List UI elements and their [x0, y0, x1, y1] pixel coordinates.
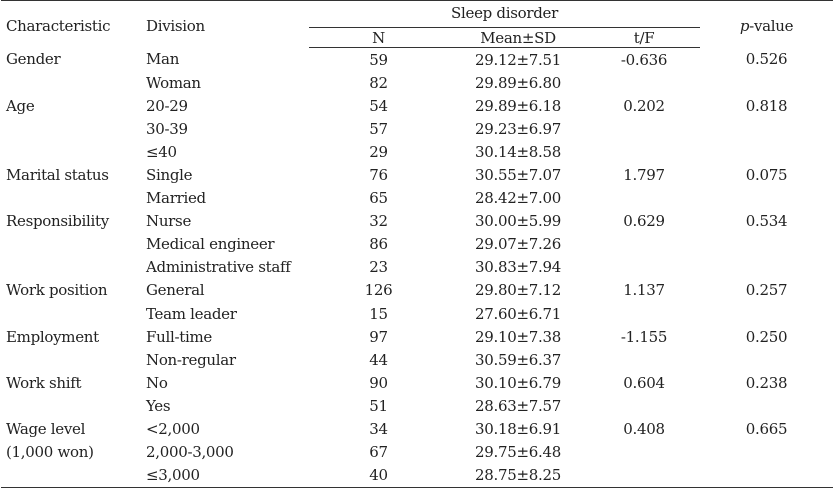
- cell-tf: [588, 233, 700, 256]
- cell-mean-sd: 28.63±7.57: [475, 396, 561, 415]
- cell-tf: 1.797: [623, 166, 665, 185]
- cell-mean-sd: 30.55±7.07: [475, 166, 561, 185]
- cell-p-value: [700, 187, 833, 210]
- cell-p-value: 0.238: [745, 373, 788, 392]
- cell-division: 2,000-3,000: [146, 443, 234, 462]
- cell-characteristic: [1, 117, 146, 140]
- cell-division: No: [146, 373, 168, 392]
- cell-mean-sd: 30.18±6.91: [475, 420, 561, 439]
- cell-characteristic: [1, 140, 146, 163]
- table-row: [1, 418, 833, 441]
- cell-p-value: 0.665: [745, 420, 788, 439]
- cell-p-value: 0.250: [745, 327, 788, 346]
- cell-tf: -1.155: [620, 327, 668, 346]
- cell-mean-sd: 30.14±8.58: [475, 142, 561, 161]
- header-division: Division: [146, 1, 309, 48]
- header-mean-sd: Mean±SD: [448, 28, 588, 48]
- table-header: [1, 1, 833, 48]
- cell-n: 32: [369, 212, 388, 231]
- cell-p-value: [700, 441, 833, 464]
- cell-division: Single: [146, 166, 193, 185]
- table-row: [1, 464, 833, 488]
- cell-division: 30-39: [146, 119, 188, 138]
- cell-mean-sd: 29.10±7.38: [475, 327, 561, 346]
- cell-characteristic: Work shift: [6, 373, 82, 392]
- cell-characteristic: Work position: [6, 281, 108, 300]
- cell-tf: [588, 441, 700, 464]
- table-row: [1, 48, 833, 72]
- cell-division: Non-regular: [146, 350, 236, 369]
- header-p-rest: -value: [749, 16, 794, 35]
- cell-mean-sd: 29.89±6.18: [475, 96, 561, 115]
- cell-mean-sd: 28.75±8.25: [448, 464, 588, 488]
- cell-tf: 0.629: [623, 212, 665, 231]
- cell-n: 76: [369, 166, 388, 185]
- cell-division: Yes: [146, 396, 171, 415]
- cell-tf: [588, 117, 700, 140]
- cell-n: 86: [369, 235, 388, 254]
- cell-p-value: [700, 302, 833, 325]
- header-p-value: [700, 1, 833, 48]
- cell-characteristic: [1, 187, 146, 210]
- cell-p-value: [700, 394, 833, 417]
- cell-characteristic: Wage level: [6, 420, 86, 439]
- header-characteristic: Characteristic: [1, 1, 146, 48]
- cell-division: Team leader: [146, 304, 237, 323]
- header-n: N: [309, 28, 448, 48]
- table-row: [1, 394, 833, 417]
- cell-n: 97: [369, 327, 388, 346]
- table-row: [1, 348, 833, 371]
- cell-division: Man: [146, 50, 180, 69]
- table-row: [1, 256, 833, 279]
- cell-characteristic: [1, 348, 146, 371]
- cell-division: ≤40: [146, 142, 177, 161]
- table-row: [1, 94, 833, 117]
- cell-characteristic: Marital status: [6, 166, 109, 185]
- header-p-italic: p: [739, 16, 750, 35]
- cell-n: 67: [369, 443, 388, 462]
- cell-p-value: 0.534: [745, 212, 788, 231]
- cell-tf: 0.202: [623, 96, 665, 115]
- cell-p-value: [700, 256, 833, 279]
- cell-n: 40: [309, 464, 448, 488]
- table-row: [1, 71, 833, 94]
- cell-characteristic: [1, 71, 146, 94]
- cell-mean-sd: 29.75±6.48: [475, 443, 561, 462]
- cell-characteristic: [1, 394, 146, 417]
- cell-mean-sd: 30.10±6.79: [475, 373, 561, 392]
- cell-n: 15: [369, 304, 388, 323]
- cell-division: ≤3,000: [146, 464, 309, 488]
- table-row: [1, 441, 833, 464]
- cell-division: General: [146, 281, 205, 300]
- cell-p-value: [700, 464, 833, 488]
- table-row: [1, 302, 833, 325]
- cell-characteristic: Age: [6, 96, 35, 115]
- cell-mean-sd: 30.83±7.94: [475, 258, 561, 277]
- cell-characteristic: Gender: [6, 50, 61, 69]
- cell-characteristic: [1, 302, 146, 325]
- cell-tf: [588, 348, 700, 371]
- cell-p-value: 0.818: [745, 96, 788, 115]
- cell-tf: [588, 187, 700, 210]
- cell-p-value: 0.075: [745, 166, 788, 185]
- cell-n: 59: [369, 50, 388, 69]
- table-row: [1, 117, 833, 140]
- cell-tf: [588, 140, 700, 163]
- cell-n: 44: [369, 350, 388, 369]
- cell-n: 51: [369, 396, 388, 415]
- cell-tf: [588, 394, 700, 417]
- cell-n: 57: [369, 119, 388, 138]
- cell-mean-sd: 30.00±5.99: [475, 212, 561, 231]
- table-body: [1, 48, 833, 488]
- cell-mean-sd: 27.60±6.71: [475, 304, 561, 323]
- cell-division: Full-time: [146, 327, 212, 346]
- cell-tf: [588, 256, 700, 279]
- cell-characteristic: [1, 464, 146, 488]
- cell-tf: 1.137: [623, 281, 665, 300]
- cell-tf: [588, 71, 700, 94]
- cell-characteristic: Employment: [6, 327, 99, 346]
- cell-p-value: 0.257: [745, 281, 788, 300]
- table-row: [1, 371, 833, 394]
- cell-mean-sd: 29.12±7.51: [475, 50, 561, 69]
- cell-division: Woman: [146, 73, 201, 92]
- cell-n: 23: [369, 258, 388, 277]
- cell-n: 90: [369, 373, 388, 392]
- table-row: [1, 233, 833, 256]
- cell-division: Administrative staff: [146, 258, 291, 277]
- table-row: [1, 279, 833, 302]
- cell-p-value: [700, 117, 833, 140]
- cell-division: Nurse: [146, 212, 192, 231]
- cell-p-value: [700, 140, 833, 163]
- table-row: [1, 325, 833, 348]
- cell-tf: 0.408: [623, 420, 665, 439]
- cell-p-value: [700, 71, 833, 94]
- cell-p-value: 0.526: [745, 50, 788, 69]
- cell-division: <2,000: [146, 420, 200, 439]
- cell-division: Married: [146, 189, 206, 208]
- cell-characteristic: Responsibility: [6, 212, 109, 231]
- cell-n: 29: [369, 142, 388, 161]
- cell-p-value: [700, 348, 833, 371]
- cell-tf: [588, 464, 700, 488]
- table-row: [1, 140, 833, 163]
- cell-mean-sd: 28.42±7.00: [475, 189, 561, 208]
- table-row: [1, 163, 833, 186]
- cell-mean-sd: 29.80±7.12: [475, 281, 561, 300]
- cell-p-value: [700, 233, 833, 256]
- cell-n: 82: [369, 73, 388, 92]
- cell-n: 34: [369, 420, 388, 439]
- cell-mean-sd: 29.07±7.26: [475, 235, 561, 254]
- cell-tf: 0.604: [623, 373, 665, 392]
- cell-tf: -0.636: [620, 50, 668, 69]
- cell-n: 54: [369, 96, 388, 115]
- cell-characteristic: (1,000 won): [6, 443, 94, 462]
- cell-mean-sd: 29.89±6.80: [475, 73, 561, 92]
- sleep-disorder-table: [1, 0, 833, 488]
- cell-n: 65: [369, 189, 388, 208]
- table-row: [1, 210, 833, 233]
- cell-tf: [588, 302, 700, 325]
- cell-division: Medical engineer: [146, 235, 275, 254]
- cell-mean-sd: 29.23±6.97: [475, 119, 561, 138]
- cell-mean-sd: 30.59±6.37: [475, 350, 561, 369]
- cell-division: 20-29: [146, 96, 188, 115]
- table-row: [1, 187, 833, 210]
- header-tf: t/F: [588, 28, 700, 48]
- cell-characteristic: [1, 256, 146, 279]
- cell-n: 126: [364, 281, 393, 300]
- cell-characteristic: [1, 233, 146, 256]
- header-sleep-disorder: Sleep disorder: [309, 1, 700, 28]
